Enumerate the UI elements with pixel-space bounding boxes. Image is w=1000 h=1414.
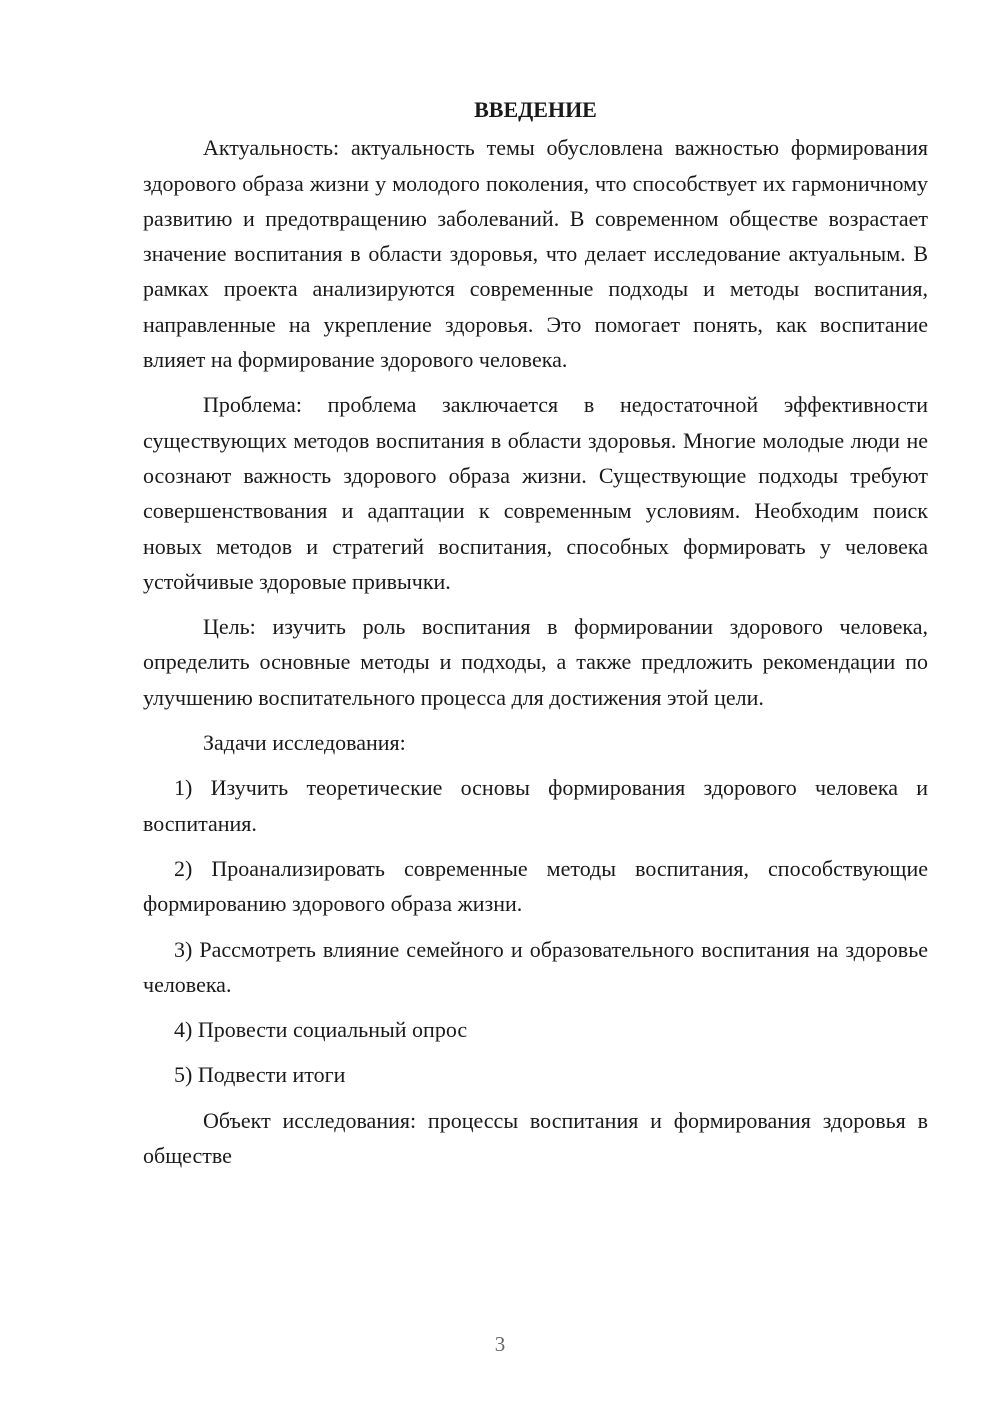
goal-paragraph: Цель: изучить роль воспитания в формировании здорового человека, определить основные методы и подходы, а также предложить рекомендации по улучшению воспитательного процесса для достижения этой цели. [143,614,928,710]
task-item-2: 2) Проанализировать современные методы воспитания, способствующие формированию здорового образа жизни. [143,855,928,917]
object-paragraph: Объект исследования: процессы воспитания и формирования здоровья в обществе [143,1107,928,1169]
problem-paragraph: Проблема: проблема заключается в недостаточной эффективности существующих методов воспитания в области здоровья. Многие молодые люди не осознают важность здорового образа жизни. Существующие подходы требуют совершенствования и адаптации к современным условиям. Необходим поиск новых методов и стратегий воспитания, способных формировать у человека устойчивые здоровые привычки. [143,392,928,594]
tasks-heading: Задачи исследования: [203,730,406,756]
section-title: ВВЕДЕНИЕ [474,97,597,122]
task-item-4: 4) Провести социальный опрос [174,1017,468,1043]
relevance-paragraph: Актуальность: актуальность темы обусловлена важностью формирования здорового образа жизни у молодого поколения, что способствует их гармоничному развитию и предотвращению заболеваний. В современном обществе возрастает значение воспитания в области здоровья, что делает исследование актуальным. В рамках проекта анализируются современные подходы и методы воспитания, направленные на укрепление здоровья. Это помогает понять, как воспитание влияет на формирование здорового человека. [143,135,928,373]
document-page [143,92,928,1173]
task-item-3: 3) Рассмотреть влияние семейного и образовательного воспитания на здоровье человека. [143,936,928,997]
task-item-1: 1) Изучить теоретические основы формирования здорового человека и воспитания. [143,775,928,836]
page-number: 3 [494,1332,506,1356]
task-item-5: 5) Подвести итоги [174,1062,346,1088]
